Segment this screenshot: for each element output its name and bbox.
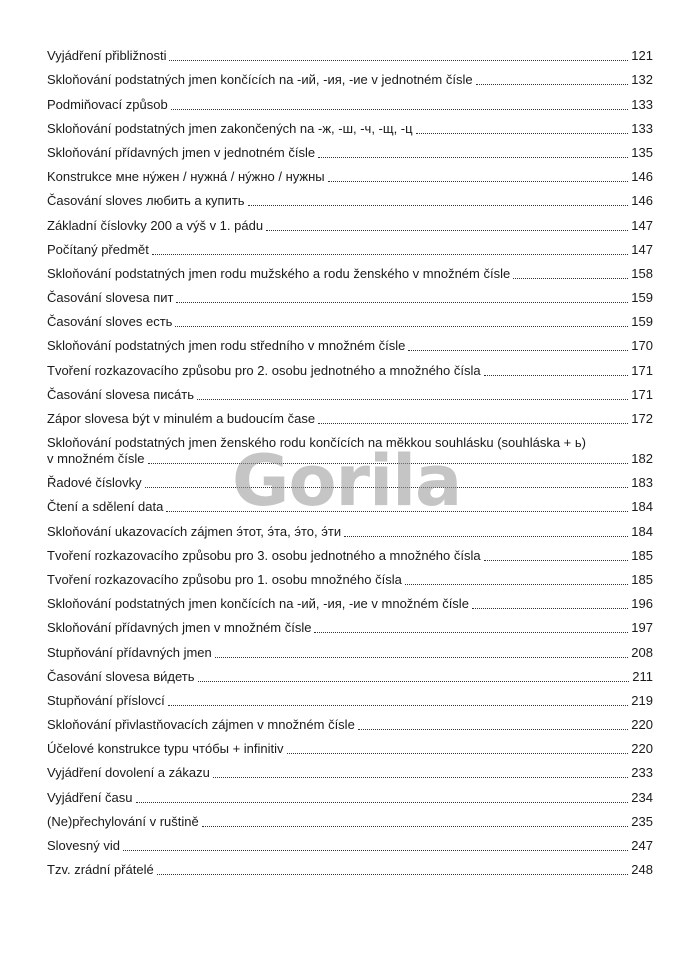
toc-entry-page: 196 <box>631 596 653 612</box>
toc-entry <box>47 467 653 491</box>
toc-entry <box>47 757 653 781</box>
dot-leader <box>314 632 628 633</box>
toc-entry-title: Stupňování příslovcí <box>47 692 165 708</box>
toc-entry-title: Podmiňovací způsob <box>47 96 168 112</box>
dot-leader <box>476 84 629 85</box>
toc-entry-page: 147 <box>631 217 653 233</box>
toc-entry <box>47 564 653 588</box>
toc-entry-title: Skloňování podstatných jmen rodu mužského a rodu ženského v množném čísle <box>47 265 511 281</box>
toc-entry-title: Skloňování podstatných jmen rodu středního v množném čísle <box>47 338 406 354</box>
toc-entry-page: 234 <box>631 789 653 805</box>
toc-entry <box>47 40 653 64</box>
toc-entry <box>47 427 653 467</box>
toc-entry-page: 182 <box>631 451 653 466</box>
toc-entry <box>47 258 653 282</box>
toc-entry-title: Vyjádření přibližnosti <box>47 48 167 64</box>
dot-leader <box>171 109 629 110</box>
dot-leader <box>176 302 628 303</box>
toc-entry-title: Účelové konstrukce typu чтóбы + infinitiv <box>47 741 284 757</box>
toc-entry-page: 159 <box>631 290 653 306</box>
toc-entry <box>47 806 653 830</box>
toc-entry-page: 185 <box>631 547 653 563</box>
toc-entry-page: 146 <box>631 169 653 185</box>
toc-entry <box>47 491 653 515</box>
table-of-contents <box>47 40 653 878</box>
dot-leader <box>484 560 629 561</box>
toc-entry-page: 184 <box>631 523 653 539</box>
toc-entry-title: Skloňování podstatných jmen končících na -ий, -ия, -ие v množném čísle <box>47 596 469 612</box>
dot-leader <box>472 608 628 609</box>
toc-entry-title: Tzv. zrádní přátelé <box>47 862 154 878</box>
toc-entry-page: 171 <box>631 386 653 402</box>
dot-leader <box>405 584 628 585</box>
toc-entry-title: Časování slovesa писáть <box>47 386 194 402</box>
toc-entry <box>47 588 653 612</box>
dot-leader <box>484 375 629 376</box>
toc-entry-page: 121 <box>631 48 653 64</box>
dot-leader <box>358 729 628 730</box>
toc-entry-title: Časování sloves любить a купить <box>47 193 245 209</box>
toc-entry-page: 185 <box>631 571 653 587</box>
dot-leader <box>408 350 628 351</box>
dot-leader <box>123 850 628 851</box>
toc-entry-title: Tvoření rozkazovacího způsobu pro 3. osobu jednotného a množného čísla <box>47 547 481 563</box>
toc-entry <box>47 781 653 805</box>
toc-entry-page: 172 <box>631 411 653 426</box>
dot-leader <box>318 423 628 424</box>
dot-leader <box>157 874 629 875</box>
dot-leader <box>175 326 628 327</box>
toc-entry <box>47 354 653 378</box>
toc-entry-page: 135 <box>631 144 653 160</box>
toc-entry-title: Vyjádření času <box>47 789 133 805</box>
toc-entry-page: 248 <box>631 862 653 878</box>
toc-entry <box>47 612 653 636</box>
toc-entry-page: 235 <box>631 813 653 829</box>
dot-leader <box>198 681 630 682</box>
toc-entry <box>47 830 653 854</box>
toc-entry <box>47 64 653 88</box>
toc-entry-page: 184 <box>631 499 653 515</box>
toc-entry-title: (Ne)přechylování v ruštině <box>47 813 199 829</box>
toc-entry <box>47 661 653 685</box>
toc-entry-page: 220 <box>631 741 653 757</box>
toc-entry-page: 132 <box>631 72 653 88</box>
toc-entry-title-continued: v množném čísle <box>47 451 145 466</box>
dot-leader <box>344 536 628 537</box>
toc-entry-title: Časování sloves есть <box>47 314 173 330</box>
toc-entry <box>47 137 653 161</box>
toc-entry-title: Slovesný vid <box>47 838 120 853</box>
dot-leader <box>168 705 629 706</box>
toc-entry <box>47 636 653 660</box>
toc-entry <box>47 306 653 330</box>
toc-entry-page: 159 <box>631 314 653 330</box>
toc-entry-title: Čtení a sdělení data <box>47 499 164 515</box>
toc-entry <box>47 185 653 209</box>
dot-leader <box>287 753 629 754</box>
dot-leader <box>166 511 628 512</box>
dot-leader <box>136 802 629 803</box>
dot-leader <box>416 133 629 134</box>
dot-leader <box>266 230 628 231</box>
toc-entry <box>47 113 653 137</box>
toc-entry <box>47 282 653 306</box>
toc-entry-title: Skloňování přídavných jmen v množném čísle <box>47 620 312 636</box>
toc-entry-title: Skloňování podstatných jmen končících na -ий, -ия, -ие v jednotném čísle <box>47 72 473 88</box>
dot-leader <box>169 60 628 61</box>
toc-entry-page: 147 <box>631 241 653 257</box>
toc-entry <box>47 88 653 112</box>
toc-entry-page: 219 <box>631 692 653 708</box>
toc-entry-page: 208 <box>631 644 653 660</box>
toc-entry-title: Zápor slovesa být v minulém a budoucím čase <box>47 411 316 426</box>
toc-entry-page: 197 <box>631 620 653 636</box>
dot-leader <box>215 657 629 658</box>
toc-entry-title: Časování slovesa пит <box>47 290 174 306</box>
toc-entry <box>47 733 653 757</box>
toc-entry <box>47 161 653 185</box>
dot-leader <box>248 205 629 206</box>
toc-entry-title: Vyjádření dovolení a zákazu <box>47 765 210 781</box>
toc-entry-title: Počítaný předmět <box>47 241 149 257</box>
dot-leader <box>197 399 628 400</box>
toc-entry-title: Skloňování podstatných jmen ženského rodu končících na měkkou souhlásku (souhláska + ь) <box>47 435 586 450</box>
toc-entry-page: 247 <box>631 838 653 853</box>
toc-entry <box>47 234 653 258</box>
toc-entry <box>47 330 653 354</box>
toc-entry <box>47 709 653 733</box>
toc-entry <box>47 540 653 564</box>
toc-entry-title: Skloňování přivlastňovacích zájmen v množném čísle <box>47 717 355 733</box>
dot-leader <box>513 278 628 279</box>
toc-entry-page: 220 <box>631 717 653 733</box>
toc-entry-title: Tvoření rozkazovacího způsobu pro 2. osobu jednotného a množného čísla <box>47 362 481 378</box>
toc-entry-title: Řadové číslovky <box>47 475 142 491</box>
toc-entry <box>47 685 653 709</box>
toc-entry-title: Skloňování přídavných jmen v jednotném čísle <box>47 144 316 160</box>
toc-entry-title: Konstrukce мне нýжен / нужнá / нýжно / нужны <box>47 169 325 185</box>
toc-entry-title: Základní číslovky 200 a výš v 1. pádu <box>47 217 264 233</box>
toc-entry-page: 233 <box>631 765 653 781</box>
toc-entry-page: 170 <box>631 338 653 354</box>
toc-entry <box>47 403 653 427</box>
dot-leader <box>213 777 628 778</box>
watermark-logo: Gorila <box>232 440 462 522</box>
toc-entry-title: Skloňování podstatných jmen zakončených na -ж, -ш, -ч, -щ, -ц <box>47 120 413 136</box>
dot-leader <box>202 826 629 827</box>
dot-leader <box>318 157 628 158</box>
toc-entry <box>47 854 653 878</box>
toc-entry-page: 146 <box>631 193 653 209</box>
toc-entry-title: Tvoření rozkazovacího způsobu pro 1. osobu množného čísla <box>47 571 402 587</box>
toc-entry-page: 211 <box>632 668 653 684</box>
dot-leader <box>145 487 629 488</box>
toc-entry-page: 158 <box>631 265 653 281</box>
toc-entry <box>47 379 653 403</box>
toc-entry <box>47 209 653 233</box>
toc-entry-title: Stupňování přídavných jmen <box>47 644 212 660</box>
toc-entry-page: 171 <box>631 362 653 378</box>
toc-entry-line <box>47 451 653 467</box>
toc-entry-page: 183 <box>631 475 653 491</box>
dot-leader <box>152 254 628 255</box>
dot-leader <box>148 463 629 464</box>
toc-entry-title: Skloňování ukazovacích zájmen э́тот, э́та, э́то, э́ти <box>47 523 342 539</box>
toc-entry <box>47 515 653 539</box>
toc-entry-title: Časování slovesa ви́деть <box>47 668 195 684</box>
toc-entry-page: 133 <box>631 120 653 136</box>
dot-leader <box>328 181 629 182</box>
toc-entry-page: 133 <box>631 96 653 112</box>
